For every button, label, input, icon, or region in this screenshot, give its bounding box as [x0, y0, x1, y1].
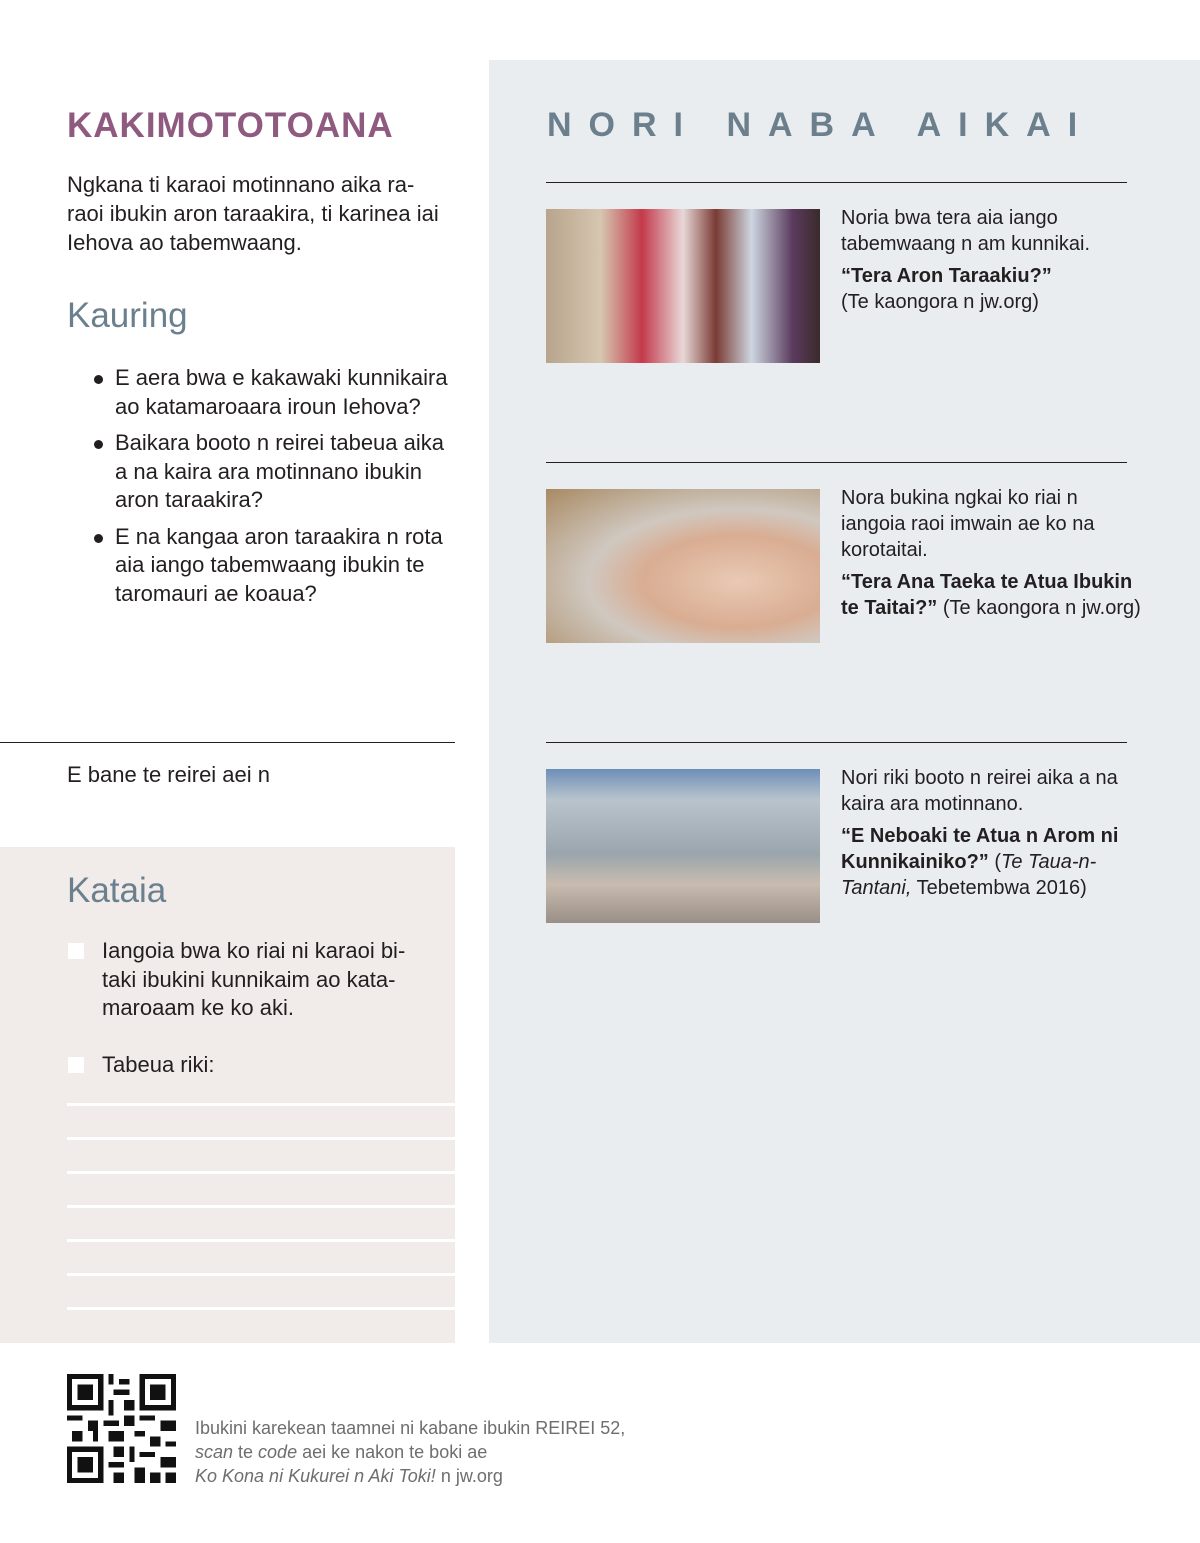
article-source: Tebetembwa 2016): [911, 877, 1087, 899]
article-description: Nora bukina ngkai ko riai n iangoia raoi imwain ae ko na korotaitai.: [841, 487, 1095, 561]
lesson-summary-title: KAKIMOTOTOANA: [67, 106, 394, 145]
qr-code[interactable]: [67, 1374, 176, 1483]
article-link[interactable]: “Tera Aron Taraakiu?”: [841, 265, 1052, 287]
divider: [0, 742, 455, 743]
article-source-title: Te Taua-n-Tantani,: [841, 851, 1097, 899]
action-label: Iangoia bwa ko riai ni karaoi bi-taki ibukini kunnikaim ao kata-maroaam ke ko aki.: [102, 938, 406, 1020]
write-line[interactable]: [67, 1205, 455, 1208]
action-panel: [0, 847, 455, 1343]
footer-line: Ibukini karekean taamnei ni kabane ibukin REIREI 52,: [195, 1418, 626, 1438]
footer-line: [195, 1440, 625, 1464]
footer-italic: code: [258, 1442, 298, 1462]
footer-part: te: [233, 1442, 259, 1462]
next-lesson-text: E bane te reirei aei n: [67, 762, 271, 787]
tattoo-image: [546, 489, 820, 643]
review-heading: Kauring: [67, 296, 188, 335]
divider: [546, 182, 1127, 183]
article-source: (Te kaongora n jw.org): [841, 291, 1039, 313]
book-title: Ko Kona ni Kukurei n Aki Toki!: [195, 1466, 436, 1486]
write-line[interactable]: [67, 1239, 455, 1242]
clothing-store-image: [546, 209, 820, 363]
footer-part: aei ke nakon te boki ae: [297, 1442, 488, 1462]
related-article[interactable]: [841, 205, 1141, 315]
article-link[interactable]: “E Neboaki te Atua n Arom ni Kunnikainiko?”: [841, 825, 1119, 873]
footer-part: n jw.org: [435, 1466, 503, 1486]
write-line[interactable]: [67, 1137, 455, 1140]
action-item[interactable]: [67, 1051, 437, 1080]
divider: [546, 742, 1127, 743]
checkbox[interactable]: [68, 943, 84, 959]
paren: (: [994, 851, 1002, 873]
write-line[interactable]: [67, 1103, 455, 1106]
article-source: (Te kaongora n jw.org): [942, 597, 1141, 619]
review-question: E aera bwa e kakawaki kunnikaira ao katamaroaara iroun Iehova?: [92, 364, 462, 421]
write-line[interactable]: [67, 1171, 455, 1174]
article-description: Nori riki booto n reirei aika a na kaira ara motinnano.: [841, 767, 1118, 815]
action-item[interactable]: [67, 937, 437, 1023]
related-article[interactable]: [841, 485, 1141, 621]
review-questions: [92, 364, 462, 616]
write-line[interactable]: [67, 1273, 455, 1276]
divider: [546, 462, 1127, 463]
footer-line: [195, 1464, 625, 1488]
checkbox[interactable]: [68, 1057, 84, 1073]
related-heading: NORI NABA AIKAI: [547, 106, 1095, 144]
article-description: Noria bwa tera aia iango tabemwaang n am kunnikai.: [841, 207, 1091, 255]
review-question: Baikara booto n reirei tabeua aika a na kaira ara motinnano ibukin aron taraakira?: [92, 429, 462, 515]
related-article[interactable]: [841, 765, 1141, 901]
review-question: E na kangaa aron taraakira n rota aia iango tabemwaang ibukin te taromauri ae koaua?: [92, 523, 462, 609]
footer-text: [195, 1416, 625, 1488]
write-line[interactable]: [67, 1307, 455, 1310]
article-link[interactable]: “Tera Ana Taeka te Atua Ibukin te Taitai?”: [841, 571, 1133, 619]
summary-text: Ngkana ti karaoi motinnano aika ra-raoi ibukin aron taraakira, ti karinea iai Iehova ao tabemwaang.: [67, 172, 439, 255]
action-heading: Kataia: [67, 871, 167, 910]
footer-italic: scan: [195, 1442, 234, 1462]
stadium-interview-image: [546, 769, 820, 923]
action-label: Tabeua riki:: [102, 1052, 215, 1077]
